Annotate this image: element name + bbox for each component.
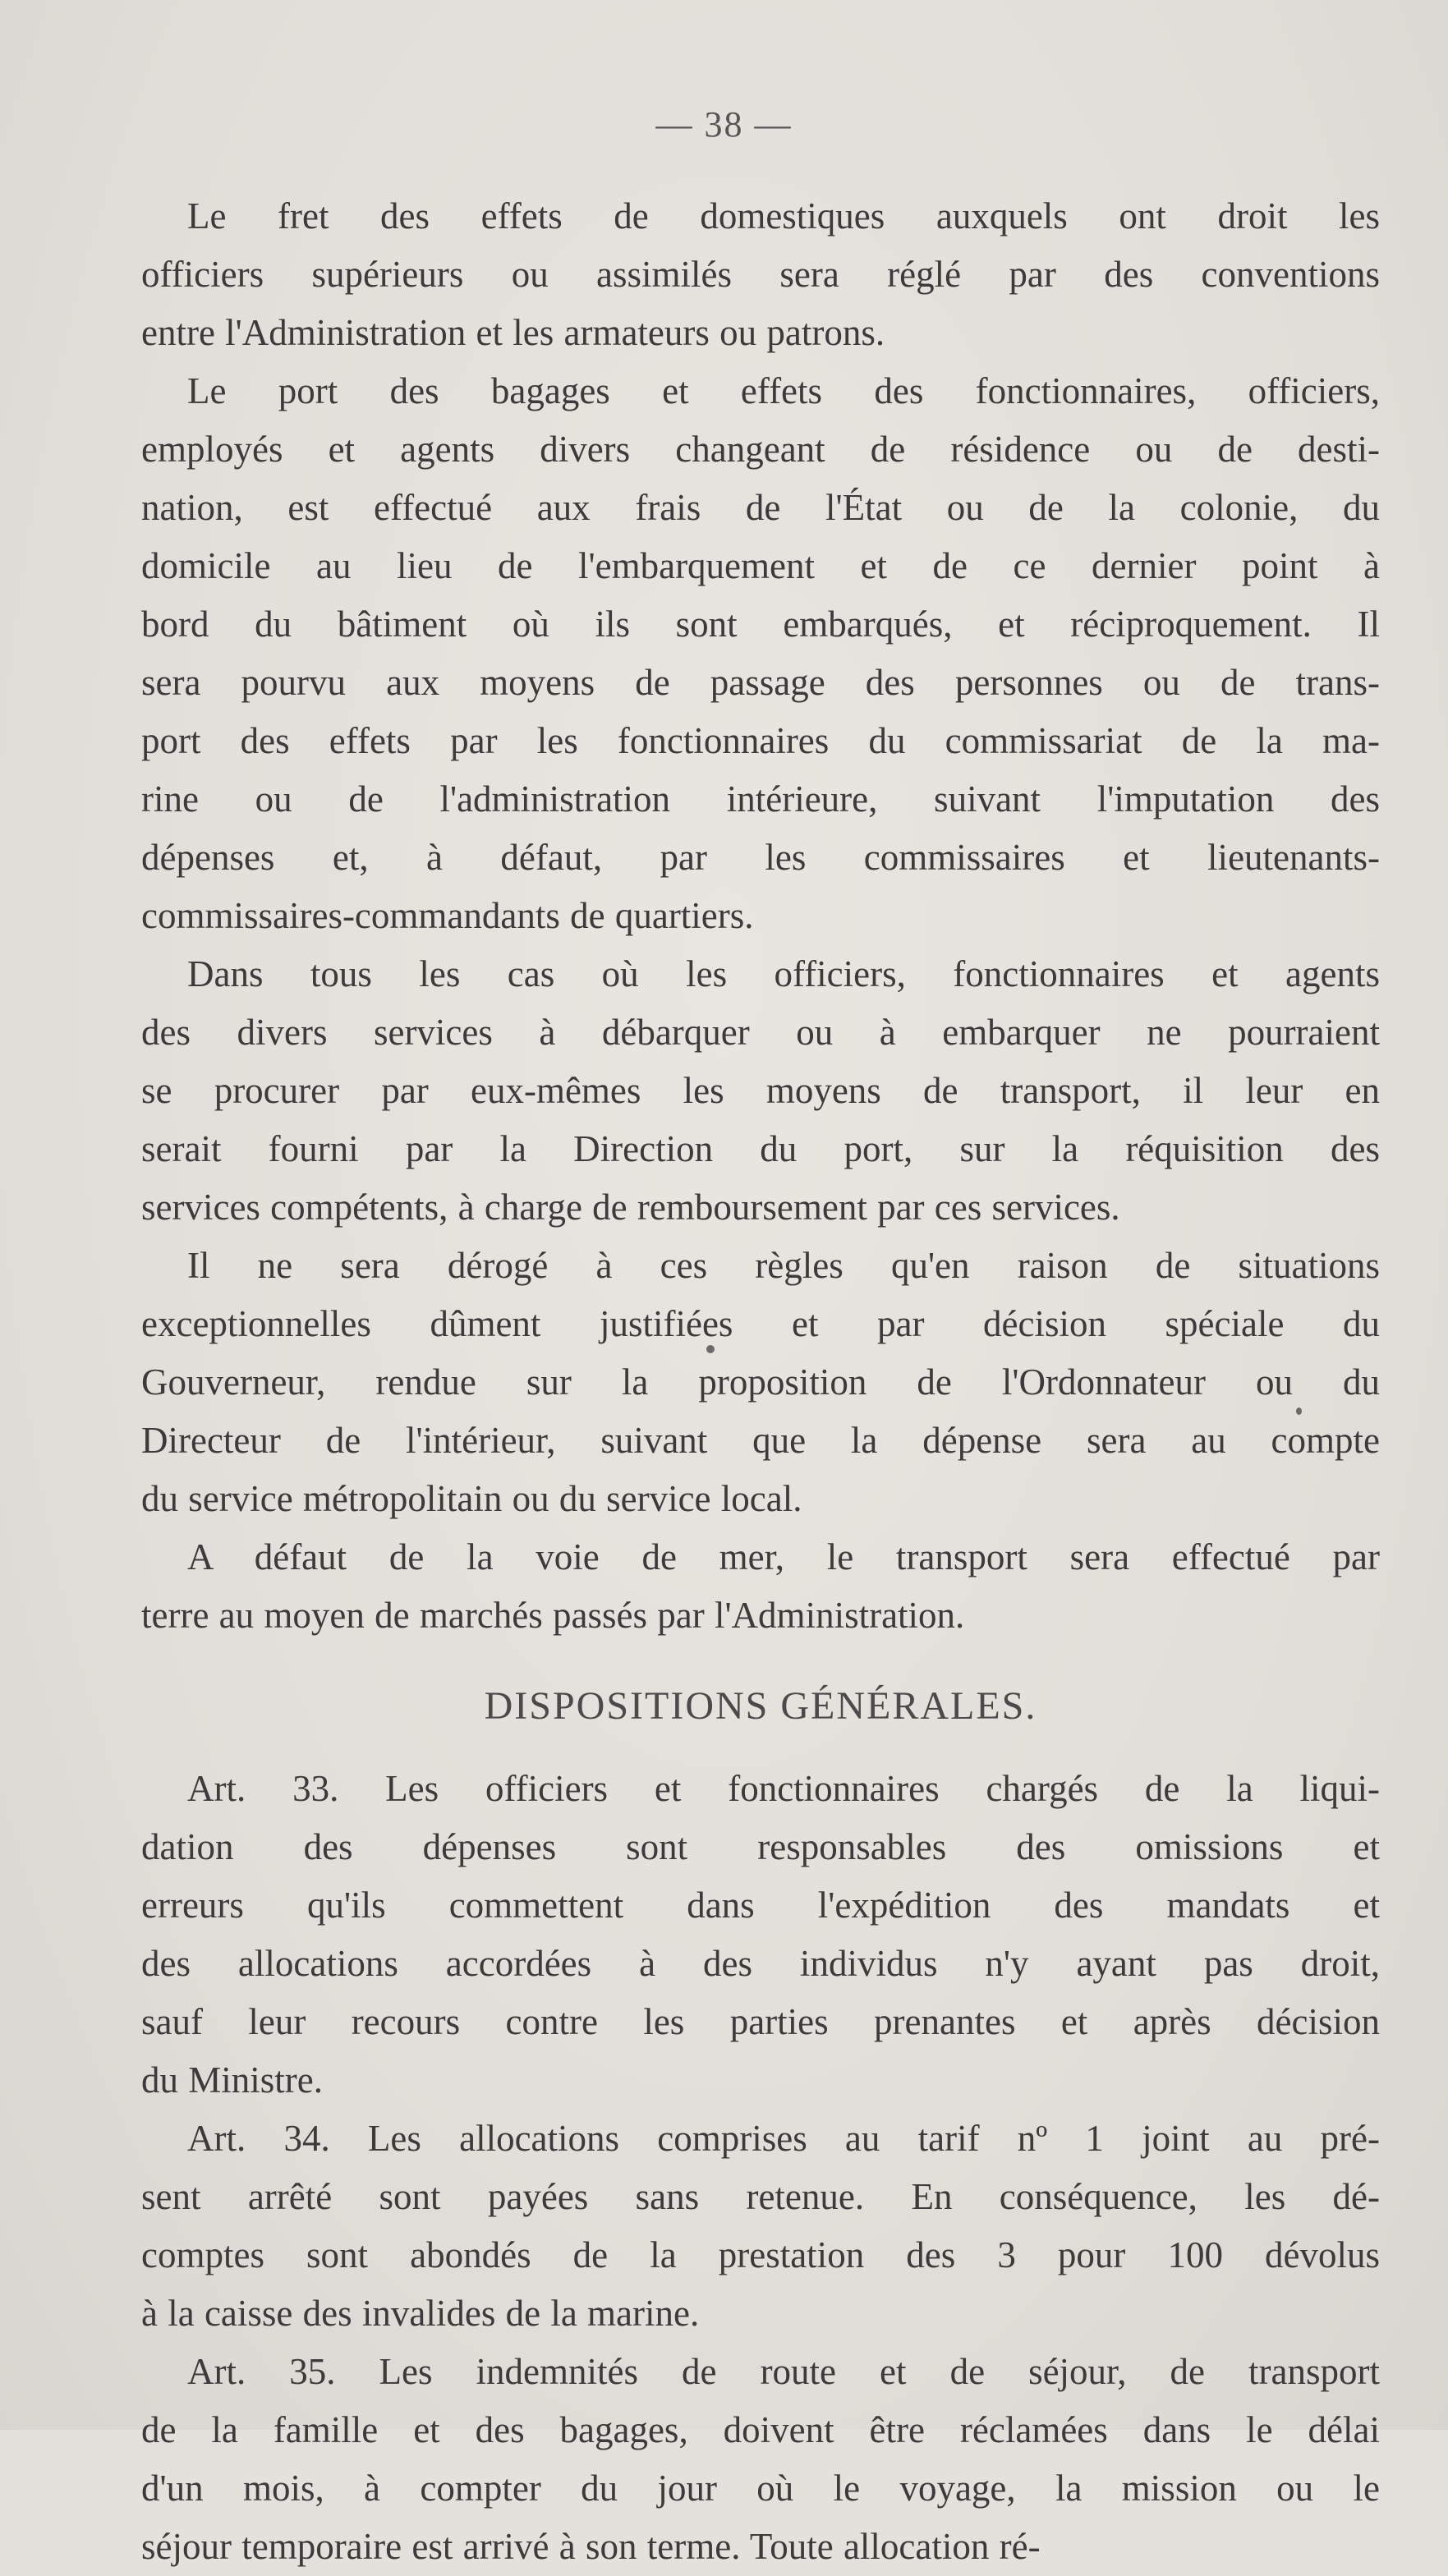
text-line: bord du bâtiment où ils sont embarqués, et réciproquement. Il [141, 604, 1380, 645]
text-line: Gouverneur, rendue sur la proposition de l'Ordonnateur ou du [141, 1361, 1380, 1403]
text-line: erreurs qu'ils commettent dans l'expédition des mandats et [141, 1885, 1380, 1926]
text-line: services compétents, à charge de remboursement par ces services. [141, 1187, 1120, 1228]
text-line: domicile au lieu de l'embarquement et de ce dernier point à [141, 545, 1380, 586]
text-line: d'un mois, à compter du jour où le voyage, la mission ou le [141, 2468, 1380, 2509]
paragraph [141, 362, 1380, 945]
text-line: Art. 33. Les officiers et fonctionnaires chargés de la liqui- [187, 1768, 1380, 1809]
text-line: Dans tous les cas où les officiers, fonctionnaires et agents [187, 953, 1380, 994]
paragraphs-before-heading [141, 187, 1380, 1645]
paragraph [141, 1237, 1380, 1528]
text-line: des allocations accordées à des individus n'y ayant pas droit, [141, 1943, 1380, 1984]
text-line: Directeur de l'intérieur, suivant que la dépense sera au compte [141, 1420, 1380, 1461]
text-line: rine ou de l'administration intérieure, suivant l'imputation des [141, 778, 1380, 820]
text-line: du Ministre. [141, 2059, 323, 2101]
text-line: à la caisse des invalides de la marine. [141, 2293, 700, 2334]
text-line: séjour temporaire est arrivé à son terme. Toute allocation ré- [141, 2526, 1041, 2567]
body-text [141, 187, 1380, 2576]
text-line: Art. 34. Les allocations comprises au tarif nº 1 joint au pré- [187, 2118, 1380, 2159]
text-line: terre au moyen de marchés passés par l'Administration. [141, 1595, 965, 1636]
text-line: entre l'Administration et les armateurs ou patrons. [141, 312, 885, 353]
text-line: sent arrêté sont payées sans retenue. En conséquence, les dé- [141, 2176, 1380, 2217]
text-line: employés et agents divers changeant de résidence ou de desti- [141, 429, 1380, 470]
text-line: dépenses et, à défaut, par les commissaires et lieutenants- [141, 837, 1380, 878]
text-line: serait fourni par la Direction du port, sur la réquisition des [141, 1128, 1380, 1169]
text-line: Il ne sera dérogé à ces règles qu'en raison de situations [187, 1245, 1380, 1286]
paragraph [141, 945, 1380, 1237]
text-line: sauf leur recours contre les parties prenantes et après décision [141, 2001, 1380, 2042]
paragraph [141, 1528, 1380, 1645]
text-line: nation, est effectué aux frais de l'État ou de la colonie, du [141, 487, 1380, 528]
section-heading: DISPOSITIONS GÉNÉRALES. [484, 1684, 1037, 1728]
text-line: Le fret des effets de domestiques auxquels ont droit les [187, 195, 1380, 236]
text-line: Art. 35. Les indemnités de route et de séjour, de transport [187, 2351, 1380, 2392]
text-line: dation des dépenses sont responsables des omissions et [141, 1826, 1380, 1867]
text-line: commissaires-commandants de quartiers. [141, 895, 754, 936]
text-line: exceptionnelles dûment justifiées et par décision spéciale du [141, 1303, 1380, 1344]
ink-speck [706, 1345, 715, 1353]
text-line: sera pourvu aux moyens de passage des personnes ou de trans- [141, 662, 1380, 703]
paragraphs-after-heading [141, 1760, 1380, 2576]
text-line: se procurer par eux-mêmes les moyens de transport, il leur en [141, 1070, 1380, 1111]
paragraph [141, 2110, 1380, 2343]
ink-speck [1296, 1407, 1302, 1415]
text-line: officiers supérieurs ou assimilés sera réglé par des conventions [141, 254, 1380, 295]
text-line: A défaut de la voie de mer, le transport sera effectué par [187, 1536, 1380, 1577]
text-line: port des effets par les fonctionnaires du commissariat de la ma- [141, 720, 1380, 761]
text-line: des divers services à débarquer ou à embarquer ne pourraient [141, 1012, 1380, 1053]
text-line: du service métropolitain ou du service local. [141, 1478, 802, 1519]
page-number: — 38 — [655, 104, 793, 145]
paragraph [141, 1760, 1380, 2110]
text-line: de la famille et des bagages, doivent être réclamées dans le délai [141, 2409, 1380, 2450]
paragraph [141, 2343, 1380, 2576]
paragraph [141, 187, 1380, 362]
text-line: Le port des bagages et effets des fonctionnaires, officiers, [187, 370, 1380, 411]
text-line: comptes sont abondés de la prestation des 3 pour 100 dévolus [141, 2234, 1380, 2275]
